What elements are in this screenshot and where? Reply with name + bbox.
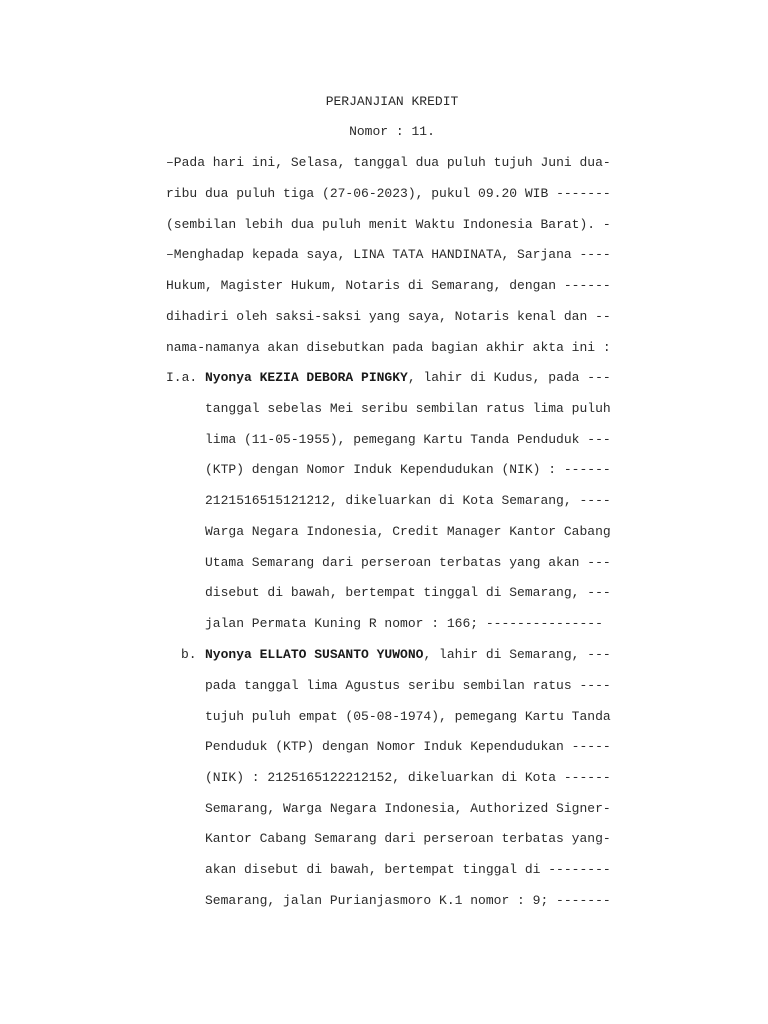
party-b-first-rest: , lahir di Semarang, ---: [423, 647, 611, 662]
party-a-name: KEZIA DEBORA PINGKY: [259, 370, 408, 385]
party-b-first-line: [205, 647, 611, 663]
opening-line: ribu dua puluh tiga (27-06-2023), pukul 09.20 WIB -------: [166, 186, 611, 201]
party-a-label: I.a.: [166, 370, 198, 385]
document-number: Nomor : 11.: [349, 124, 435, 139]
party-b-name: ELLATO SUSANTO YUWONO: [259, 647, 424, 662]
party-a-line: lima (11-05-1955), pemegang Kartu Tanda Penduduk ---: [205, 432, 611, 447]
party-a-line: disebut di bawah, bertempat tinggal di Semarang, ---: [205, 585, 611, 600]
party-a-line: jalan Permata Kuning R nomor : 166; ---------------: [205, 616, 603, 631]
party-a-first-line: [205, 370, 611, 386]
opening-line: Hukum, Magister Hukum, Notaris di Semarang, dengan ------: [166, 278, 611, 293]
document-title: PERJANJIAN KREDIT: [325, 94, 459, 109]
party-b-line: akan disebut di bawah, bertempat tinggal di --------: [205, 862, 611, 877]
opening-line: nama-namanya akan disebutkan pada bagian akhir akta ini :: [166, 340, 611, 355]
opening-line: dihadiri oleh saksi-saksi yang saya, Notaris kenal dan --: [166, 309, 611, 324]
party-b-label: b.: [181, 647, 197, 662]
party-b-line: Kantor Cabang Semarang dari perseroan terbatas yang-: [205, 831, 611, 846]
party-a-title-prefix: Nyonya: [205, 370, 260, 385]
party-b-line: Semarang, Warga Negara Indonesia, Authorized Signer-: [205, 801, 611, 816]
opening-line: (sembilan lebih dua puluh menit Waktu Indonesia Barat). -: [166, 217, 611, 232]
party-a-line: Utama Semarang dari perseroan terbatas yang akan ---: [205, 555, 611, 570]
party-b-line: pada tanggal lima Agustus seribu sembilan ratus ----: [205, 678, 611, 693]
opening-line: –Menghadap kepada saya, LINA TATA HANDINATA, Sarjana ----: [166, 247, 611, 262]
party-b-line: (NIK) : 2125165122212152, dikeluarkan di Kota ------: [205, 770, 611, 785]
party-b-line: Penduduk (KTP) dengan Nomor Induk Kependudukan -----: [205, 739, 611, 754]
party-a-first-rest: , lahir di Kudus, pada ---: [407, 370, 611, 385]
party-a-line: 2121516515121212, dikeluarkan di Kota Semarang, ----: [205, 493, 611, 508]
party-b-line: Semarang, jalan Purianjasmoro K.1 nomor : 9; -------: [205, 893, 611, 908]
party-b-line: tujuh puluh empat (05-08-1974), pemegang Kartu Tanda: [205, 709, 611, 724]
party-a-line: tanggal sebelas Mei seribu sembilan ratus lima puluh: [205, 401, 611, 416]
party-a-line: Warga Negara Indonesia, Credit Manager Kantor Cabang: [205, 524, 611, 539]
party-b-title-prefix: Nyonya: [205, 647, 260, 662]
opening-line: –Pada hari ini, Selasa, tanggal dua puluh tujuh Juni dua-: [166, 155, 611, 170]
party-a-line: (KTP) dengan Nomor Induk Kependudukan (NIK) : ------: [205, 462, 611, 477]
